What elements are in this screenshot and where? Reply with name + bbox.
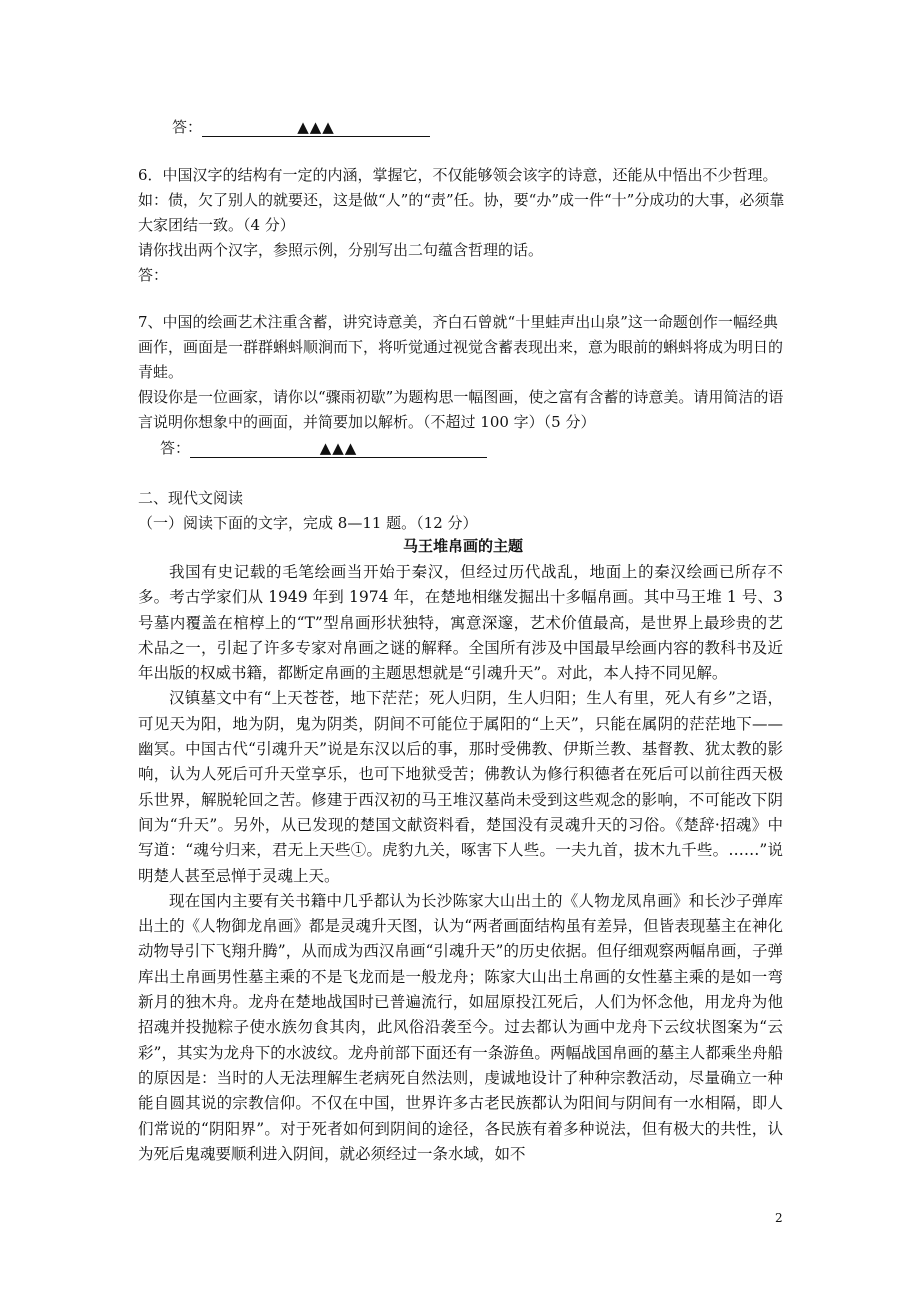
question-6-instruction: 请你找出两个汉字，参照示例，分别写出二句蕴含哲理的话。 — [138, 241, 544, 259]
answer-label: 答： — [160, 439, 191, 457]
article-title: 马王堆帛画的主题 — [402, 537, 523, 555]
answer-blank: ▲▲▲ — [190, 439, 487, 458]
article-paragraph-1: 我国有史记载的毛笔绘画当开始于秦汉，但经过历代战乱，地面上的秦汉绘画已所存不多。考古学家们从 1949 年到 1974 年，在楚地相继发掘出十多幅帛画。其中马王堆 1 号、3 号墓内覆盖在棺椁上的“T”型帛画形状独特，寓意深邃，艺术价值最高，是世界上最珍贵的艺术品之一，引起了许多专家对帛画之谜的解释。全国所有涉及中国最早绘画内容的教科书及近年出版的权威书籍，都断定帛画的主题思想就是“引魂升天”。对此，本人持不同见解。 — [138, 563, 783, 683]
answer-line-1 — [172, 117, 430, 137]
article-paragraph-3: 现在国内主要有关书籍中几乎都认为长沙陈家大山出土的《人物龙凤帛画》和长沙子弹库出土的《人物御龙帛画》都是灵魂升天图，认为“两者画面结构虽有差异，但皆表现墓主在神化动物导引下飞翔升腾”，从而成为西汉帛画“引魂升天”的历史依据。但仔细观察两幅帛画，子弹库出土帛画男性墓主乘的不是飞龙而是一般龙舟；陈家大山出土帛画的女性墓主乘的是如一弯新月的独木舟。龙舟在楚地战国时已普遍流行，如屈原投江死后，人们为怀念他，用龙舟为他招魂并投抛粽子使水族勿食其肉，此风俗沿袭至今。过去都认为画中龙舟下云纹状图案为“云彩”，其实为龙舟下的水波纹。龙舟前部下面还有一条游鱼。两幅战国帛画的墓主人都乘坐舟船的原因是：当时的人无法理解生老病死自然法则，虔诚地设计了种种宗教活动，尽量确立一种能自圆其说的宗教信仰。不仅在中国，世界许多古老民族都认为阳间与阴间有一水相隔，即人们常说的“阴阳界”。对于死者如何到阴间的途径，各民族有着多种说法，但有极大的共性，认为死后鬼魂要顺利进入阴间，就必须经过一条水域，如不 — [138, 891, 783, 1163]
question-7-prompt: 7、中国的绘画艺术注重含蓄，讲究诗意美，齐白石曾就“十里蛙声出山泉”这一命题创作一幅经典画作，画面是一群群蝌蚪顺涧而下，将听觉通过视觉含蓄表现出来，意为眼前的蝌蚪将成为明日的青蛙。 — [138, 313, 784, 381]
page-number: 2 — [775, 1211, 783, 1225]
section-subheading: （一）阅读下面的文字，完成 8—11 题。（12 分） — [138, 514, 478, 532]
answer-blank: ▲▲▲ — [202, 118, 430, 137]
answer-label: 答： — [172, 118, 203, 136]
answer-line-2 — [160, 438, 487, 458]
article-body — [138, 560, 783, 1167]
question-6-answer-label: 答： — [138, 266, 169, 284]
section-heading: 二、现代文阅读 — [138, 489, 244, 507]
question-6-prompt: 6．中国汉字的结构有一定的内涵，掌握它，不仅能够领会该字的诗意，还能从中悟出不少哲理。如：债，欠了别人的就要还，这是做“人”的“责”任。协，要“办”成一件“十”分成功的大事，必须靠大家团结一致。（4 分） — [138, 166, 785, 234]
question-7-instruction: 假设你是一位画家，请你以“骤雨初歇”为题构思一幅图画，使之富有含蓄的诗意美。请用简洁的语言说明你想象中的画面，并简要加以解析。（不超过 100 字）（5 分） — [138, 388, 784, 431]
question-7 — [138, 310, 788, 435]
question-6 — [138, 163, 788, 288]
article-paragraph-2: 汉镇墓文中有“上天苍苍，地下茫茫；死人归阴，生人归阳；生人有里，死人有乡”之语，可见天为阳，地为阴，鬼为阴类，阴间不可能位于属阳的“上天”，只能在属阴的茫茫地下——幽冥。中国古代“引魂升天”说是东汉以后的事，那时受佛教、伊斯兰教、基督教、犹太教的影响，认为人死后可升天堂享乐，也可下地狱受苦；佛教认为修行积德者在死后可以前往西天极乐世界，解脱轮回之苦。修建于西汉初的马王堆汉墓尚未受到这些观念的影响，不可能改下阴间为“升天”。另外，从已发现的楚国文献资料看，楚国没有灵魂升天的习俗。《楚辞·招魂》中写道：“魂兮归来，君无上天些①。虎豹九关，啄害下人些。一夫九首，拔木九千些。……”说明楚人甚至忌惮于灵魂上天。 — [138, 689, 783, 885]
